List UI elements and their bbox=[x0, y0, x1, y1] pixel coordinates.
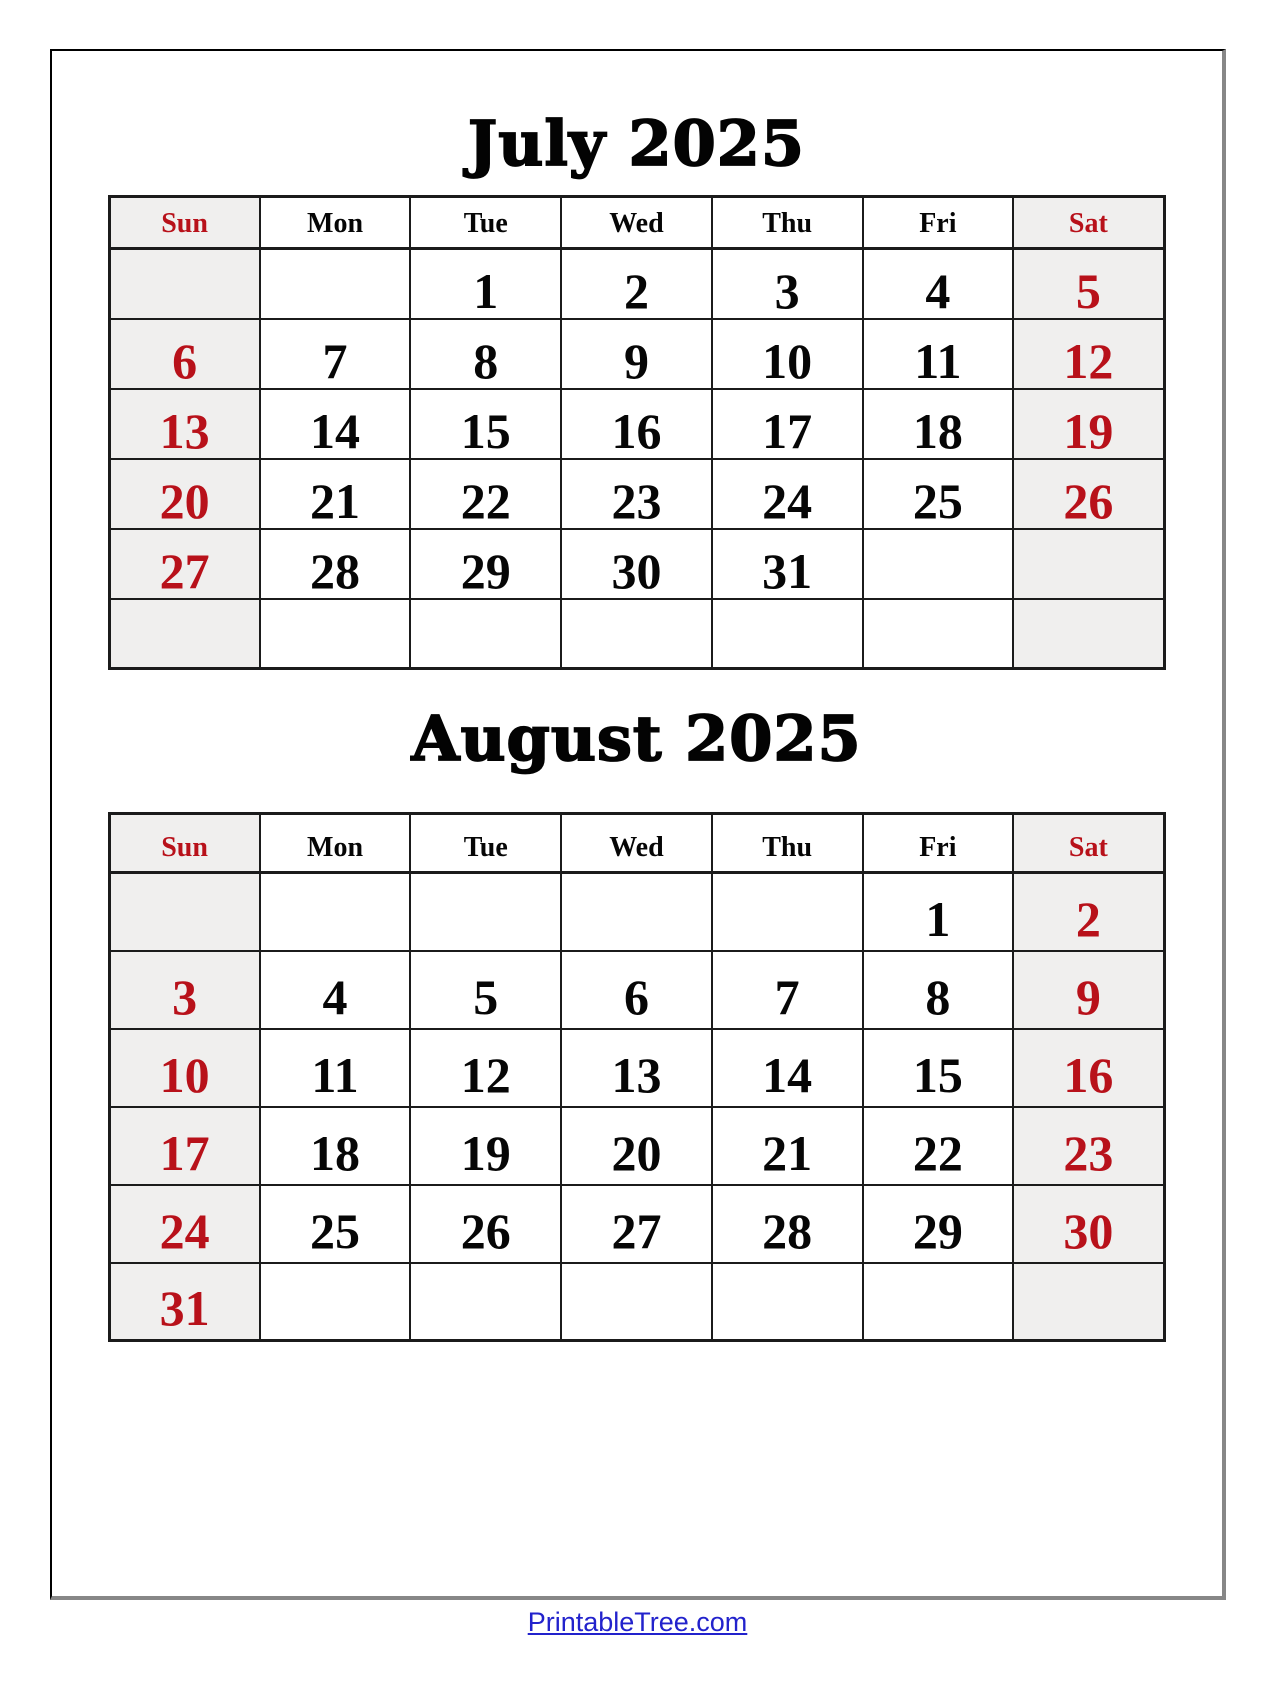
week-row bbox=[109, 1263, 1164, 1341]
day-cell-6: 6 bbox=[109, 319, 260, 389]
week-row bbox=[109, 459, 1164, 529]
day-header-sat: Sat bbox=[1013, 197, 1164, 249]
week-row bbox=[109, 389, 1164, 459]
empty-day-cell bbox=[712, 873, 863, 951]
day-cell-7: 7 bbox=[260, 319, 411, 389]
empty-day-cell bbox=[1013, 1263, 1164, 1341]
empty-day-cell bbox=[712, 1263, 863, 1341]
day-cell-13: 13 bbox=[109, 389, 260, 459]
day-cell-1: 1 bbox=[863, 873, 1014, 951]
day-header-tue: Tue bbox=[410, 197, 561, 249]
week-row bbox=[109, 1029, 1164, 1107]
day-cell-11: 11 bbox=[260, 1029, 411, 1107]
day-cell-24: 24 bbox=[109, 1185, 260, 1263]
empty-day-cell bbox=[410, 1263, 561, 1341]
day-cell-9: 9 bbox=[1013, 951, 1164, 1029]
day-cell-15: 15 bbox=[863, 1029, 1014, 1107]
day-cell-20: 20 bbox=[109, 459, 260, 529]
day-cell-27: 27 bbox=[109, 529, 260, 599]
empty-day-cell bbox=[410, 873, 561, 951]
calendar-section-july bbox=[52, 109, 1222, 670]
day-cell-13: 13 bbox=[561, 1029, 712, 1107]
day-header-wed: Wed bbox=[561, 197, 712, 249]
day-header-sun: Sun bbox=[109, 814, 260, 873]
empty-day-cell bbox=[260, 599, 411, 669]
empty-day-cell bbox=[260, 249, 411, 319]
day-cell-27: 27 bbox=[561, 1185, 712, 1263]
day-header-fri: Fri bbox=[863, 814, 1014, 873]
day-cell-12: 12 bbox=[410, 1029, 561, 1107]
week-row bbox=[109, 599, 1164, 669]
day-cell-30: 30 bbox=[561, 529, 712, 599]
day-cell-16: 16 bbox=[561, 389, 712, 459]
day-cell-14: 14 bbox=[260, 389, 411, 459]
empty-day-cell bbox=[561, 873, 712, 951]
day-cell-6: 6 bbox=[561, 951, 712, 1029]
day-cell-12: 12 bbox=[1013, 319, 1164, 389]
week-row bbox=[109, 1107, 1164, 1185]
day-cell-2: 2 bbox=[1013, 873, 1164, 951]
day-cell-18: 18 bbox=[260, 1107, 411, 1185]
day-cell-18: 18 bbox=[863, 389, 1014, 459]
empty-day-cell bbox=[712, 599, 863, 669]
empty-day-cell bbox=[561, 599, 712, 669]
day-cell-22: 22 bbox=[863, 1107, 1014, 1185]
day-cell-3: 3 bbox=[712, 249, 863, 319]
empty-day-cell bbox=[109, 249, 260, 319]
footer-link[interactable]: PrintableTree.com bbox=[527, 1607, 748, 1637]
empty-day-cell bbox=[863, 529, 1014, 599]
day-cell-17: 17 bbox=[109, 1107, 260, 1185]
empty-day-cell bbox=[561, 1263, 712, 1341]
week-row bbox=[109, 873, 1164, 951]
day-cell-11: 11 bbox=[863, 319, 1014, 389]
day-cell-25: 25 bbox=[863, 459, 1014, 529]
day-cell-15: 15 bbox=[410, 389, 561, 459]
week-row bbox=[109, 1185, 1164, 1263]
empty-day-cell bbox=[863, 599, 1014, 669]
day-cell-26: 26 bbox=[1013, 459, 1164, 529]
day-header-thu: Thu bbox=[712, 814, 863, 873]
day-header-sun: Sun bbox=[109, 197, 260, 249]
calendar-table-august bbox=[108, 812, 1166, 1342]
day-cell-31: 31 bbox=[712, 529, 863, 599]
day-cell-14: 14 bbox=[712, 1029, 863, 1107]
day-cell-3: 3 bbox=[109, 951, 260, 1029]
day-cell-31: 31 bbox=[109, 1263, 260, 1341]
day-header-tue: Tue bbox=[410, 814, 561, 873]
empty-day-cell bbox=[260, 1263, 411, 1341]
calendar-title-july: July 2025 bbox=[467, 107, 806, 180]
page-frame bbox=[50, 49, 1226, 1600]
day-cell-16: 16 bbox=[1013, 1029, 1164, 1107]
day-cell-4: 4 bbox=[863, 249, 1014, 319]
empty-day-cell bbox=[109, 599, 260, 669]
week-row bbox=[109, 249, 1164, 319]
calendar-section-august bbox=[52, 704, 1222, 1342]
day-cell-29: 29 bbox=[410, 529, 561, 599]
day-cell-5: 5 bbox=[1013, 249, 1164, 319]
day-header-mon: Mon bbox=[260, 814, 411, 873]
day-header-wed: Wed bbox=[561, 814, 712, 873]
calendar-title-august: August 2025 bbox=[411, 702, 862, 775]
footer bbox=[0, 1607, 1275, 1638]
day-cell-10: 10 bbox=[712, 319, 863, 389]
day-cell-2: 2 bbox=[561, 249, 712, 319]
day-cell-28: 28 bbox=[260, 529, 411, 599]
day-cell-25: 25 bbox=[260, 1185, 411, 1263]
day-cell-8: 8 bbox=[863, 951, 1014, 1029]
day-cell-9: 9 bbox=[561, 319, 712, 389]
day-cell-24: 24 bbox=[712, 459, 863, 529]
day-cell-21: 21 bbox=[260, 459, 411, 529]
empty-day-cell bbox=[109, 873, 260, 951]
day-header-mon: Mon bbox=[260, 197, 411, 249]
week-row bbox=[109, 951, 1164, 1029]
day-cell-23: 23 bbox=[561, 459, 712, 529]
day-cell-23: 23 bbox=[1013, 1107, 1164, 1185]
day-cell-8: 8 bbox=[410, 319, 561, 389]
day-header-row bbox=[109, 814, 1164, 873]
day-cell-29: 29 bbox=[863, 1185, 1014, 1263]
day-header-thu: Thu bbox=[712, 197, 863, 249]
day-cell-10: 10 bbox=[109, 1029, 260, 1107]
day-cell-19: 19 bbox=[410, 1107, 561, 1185]
day-cell-28: 28 bbox=[712, 1185, 863, 1263]
empty-day-cell bbox=[1013, 529, 1164, 599]
day-cell-21: 21 bbox=[712, 1107, 863, 1185]
day-cell-26: 26 bbox=[410, 1185, 561, 1263]
empty-day-cell bbox=[410, 599, 561, 669]
day-header-sat: Sat bbox=[1013, 814, 1164, 873]
empty-day-cell bbox=[260, 873, 411, 951]
week-row bbox=[109, 529, 1164, 599]
empty-day-cell bbox=[1013, 599, 1164, 669]
day-cell-5: 5 bbox=[410, 951, 561, 1029]
day-cell-20: 20 bbox=[561, 1107, 712, 1185]
calendar-table-july bbox=[108, 195, 1166, 670]
day-cell-4: 4 bbox=[260, 951, 411, 1029]
day-cell-17: 17 bbox=[712, 389, 863, 459]
week-row bbox=[109, 319, 1164, 389]
day-cell-7: 7 bbox=[712, 951, 863, 1029]
day-header-row bbox=[109, 197, 1164, 249]
day-cell-1: 1 bbox=[410, 249, 561, 319]
empty-day-cell bbox=[863, 1263, 1014, 1341]
day-cell-19: 19 bbox=[1013, 389, 1164, 459]
day-cell-22: 22 bbox=[410, 459, 561, 529]
day-cell-30: 30 bbox=[1013, 1185, 1164, 1263]
day-header-fri: Fri bbox=[863, 197, 1014, 249]
